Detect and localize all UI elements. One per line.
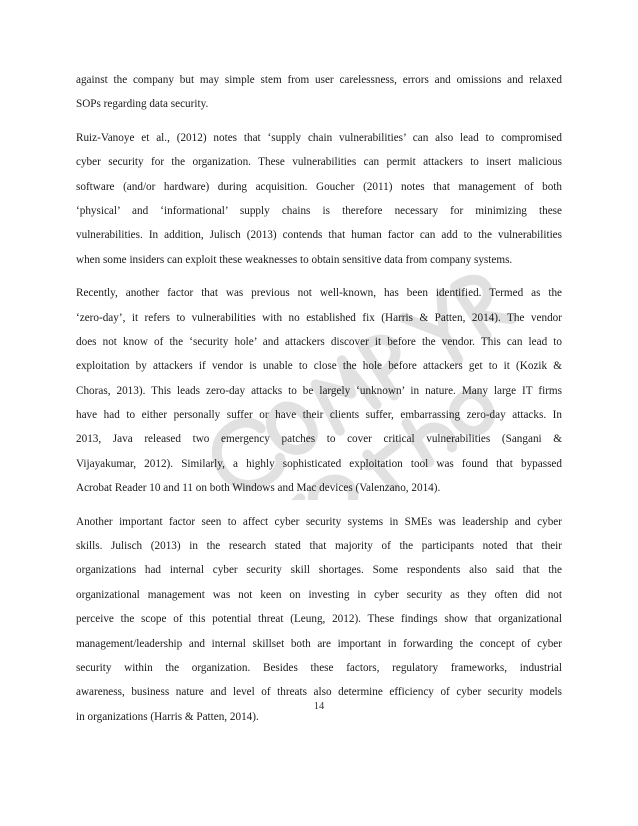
text-line: ‘physical’ and ‘informational’ supply chains is therefore necessary for minimizing these [76,204,562,217]
text-line: SOPs regarding data security. [76,98,209,111]
body-text [76,68,562,738]
paragraph-4 [76,510,562,730]
text-line: Another important factor seen to affect cyber security systems in SMEs was leadership and cyber [76,515,562,528]
text-line: cyber security for the organization. These vulnerabilities can permit attackers to insert malicious [76,156,562,169]
text-line: 2013, Java released two emergency patches to cover critical vulnerabilities (Sangani & [76,433,562,446]
page-number: 14 [313,701,325,712]
paragraph-1 [76,68,562,117]
text-line: organizational management was not keen on investing in cyber security as they often did not [76,588,562,601]
text-line: Choras, 2013). This leads zero-day attacks to be largely ‘unknown’ in nature. Many large IT firms [76,384,562,397]
text-line: does not know of the ‘security hole’ and attackers discover it before the vendor. This can lead to [76,335,562,348]
text-line: perceive the scope of this potential threat (Leung, 2012). These findings show that organizational [76,613,562,626]
text-line: ‘zero-day’, it refers to vulnerabilities with no established fix (Harris & Patten, 2014). The vendor [76,311,562,324]
text-line: security within the organization. Besides these factors, regulatory frameworks, industrial [76,661,562,674]
text-line: Recently, another factor that was previous not well-known, has been identified. Termed as the [76,287,562,300]
text-line: in organizations (Harris & Patten, 2014). [76,710,259,723]
text-line: vulnerabilities. In addition, Julisch (2013) contends that human factor can add to the vulnerabilities [76,229,562,242]
text-line: management/leadership and internal skillset both are important in forwarding the concept of cyber [76,637,562,650]
text-line: awareness, business nature and level of threats also determine efficiency of cyber security models [76,686,562,699]
text-line: exploitation by attackers if vendor is unable to close the hole before attackers get to it (Kozik & [76,360,562,373]
paragraph-2 [76,126,562,272]
text-line: Ruiz-Vanoye et al., (2012) notes that ‘supply chain vulnerabilities’ can also lead to compromised [76,131,562,144]
text-line: have had to either personally suffer or have their clients suffer, embarrassing zero-day attacks. In [76,409,562,422]
text-line: software (and/or hardware) during acquisition. Goucher (2011) notes that management of both [76,180,562,193]
paragraph-3 [76,281,562,501]
text-line: organizations had internal cyber security skill shortages. Some respondents also said that the [76,564,562,577]
text-line: Acrobat Reader 10 and 11 on both Windows and Mac devices (Valenzano, 2014). [76,482,441,495]
text-line: when some insiders can exploit these weaknesses to obtain sensitive data from company systems. [76,253,513,266]
text-line: Vijayakumar, 2012). Similarly, a highly sophisticated exploitation tool was found that bypassed [76,457,562,470]
text-line: against the company but may simple stem from user carelessness, errors and omissions and relaxed [76,74,562,86]
text-line: skills. Julisch (2013) in the research stated that majority of the participants noted that their [76,540,562,553]
